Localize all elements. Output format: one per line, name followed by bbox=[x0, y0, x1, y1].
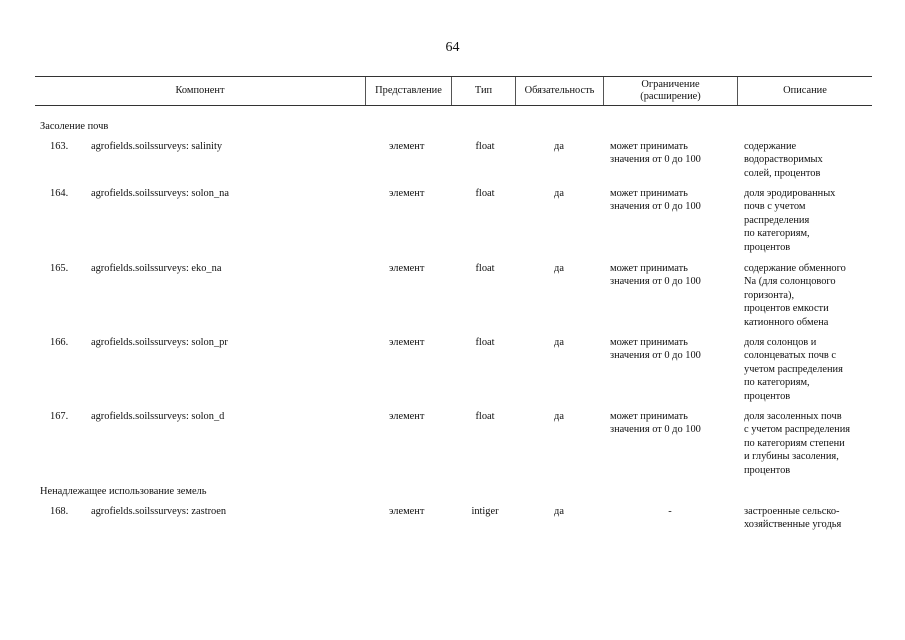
row-number: 165. bbox=[50, 263, 69, 274]
header-required: Обязательность bbox=[515, 77, 603, 105]
section-title-salinity: Засоление почв bbox=[40, 121, 109, 132]
row-number: 164. bbox=[50, 188, 69, 199]
row-description: доля солонцов и солонцеватых почв с учетом распределения по категориям, процентов bbox=[744, 337, 843, 402]
row-type: float bbox=[475, 263, 495, 274]
row-limit: может принимать значения от 0 до 100 bbox=[610, 263, 701, 288]
row-limit: может принимать значения от 0 до 100 bbox=[610, 141, 701, 166]
row-required: да bbox=[554, 188, 564, 199]
row-representation: элемент bbox=[389, 141, 425, 152]
row-description: застроенные сельско- хозяйственные угодья bbox=[744, 506, 842, 531]
row-description: содержание водорастворимых солей, процентов bbox=[744, 141, 823, 179]
header-representation: Представление bbox=[365, 77, 451, 105]
row-required: да bbox=[554, 141, 564, 152]
row-type: float bbox=[475, 188, 495, 199]
row-number: 167. bbox=[50, 411, 69, 422]
section-title-land-misuse: Ненадлежащее использование земель bbox=[40, 486, 207, 497]
row-component: agrofields.soilssurveys: zastroen bbox=[91, 506, 227, 517]
table-header bbox=[35, 76, 872, 106]
row-representation: элемент bbox=[389, 188, 425, 199]
row-representation: элемент bbox=[389, 263, 425, 274]
row-representation: элемент bbox=[389, 411, 425, 422]
header-limit: Ограничение (расширение) bbox=[603, 77, 737, 105]
row-type: float bbox=[475, 411, 495, 422]
row-component: agrofields.soilssurveys: solon_na bbox=[91, 188, 229, 199]
row-component: agrofields.soilssurveys: salinity bbox=[91, 141, 223, 152]
header-description: Описание bbox=[737, 77, 872, 105]
row-component: agrofields.soilssurveys: eko_na bbox=[91, 263, 222, 274]
page-number: 64 bbox=[445, 40, 460, 55]
row-type: intiger bbox=[471, 506, 499, 517]
row-representation: элемент bbox=[389, 506, 425, 517]
row-required: да bbox=[554, 506, 564, 517]
row-limit: - bbox=[668, 506, 672, 517]
row-number: 168. bbox=[50, 506, 69, 517]
header-component: Компонент bbox=[175, 84, 225, 96]
row-limit: может принимать значения от 0 до 100 bbox=[610, 188, 701, 213]
row-limit: может принимать значения от 0 до 100 bbox=[610, 411, 701, 436]
row-required: да bbox=[554, 411, 564, 422]
row-representation: элемент bbox=[389, 337, 425, 348]
row-description: доля эродированных почв с учетом распределения по категориям, процентов bbox=[744, 188, 836, 253]
row-component: agrofields.soilssurveys: solon_d bbox=[91, 411, 225, 422]
row-number: 163. bbox=[50, 141, 69, 152]
row-description: доля засоленных почв с учетом распределения по категориям степени и глубины засоления, процентов bbox=[744, 411, 851, 476]
row-required: да bbox=[554, 337, 564, 348]
row-limit: может принимать значения от 0 до 100 bbox=[610, 337, 701, 362]
row-type: float bbox=[475, 141, 495, 152]
row-component: agrofields.soilssurveys: solon_pr bbox=[91, 337, 228, 348]
row-number: 166. bbox=[50, 337, 69, 348]
row-type: float bbox=[475, 337, 495, 348]
row-description: содержание обменного Na (для солонцового горизонта), процентов емкости катионного обмена bbox=[744, 263, 846, 328]
header-type: Тип bbox=[451, 77, 515, 105]
row-required: да bbox=[554, 263, 564, 274]
